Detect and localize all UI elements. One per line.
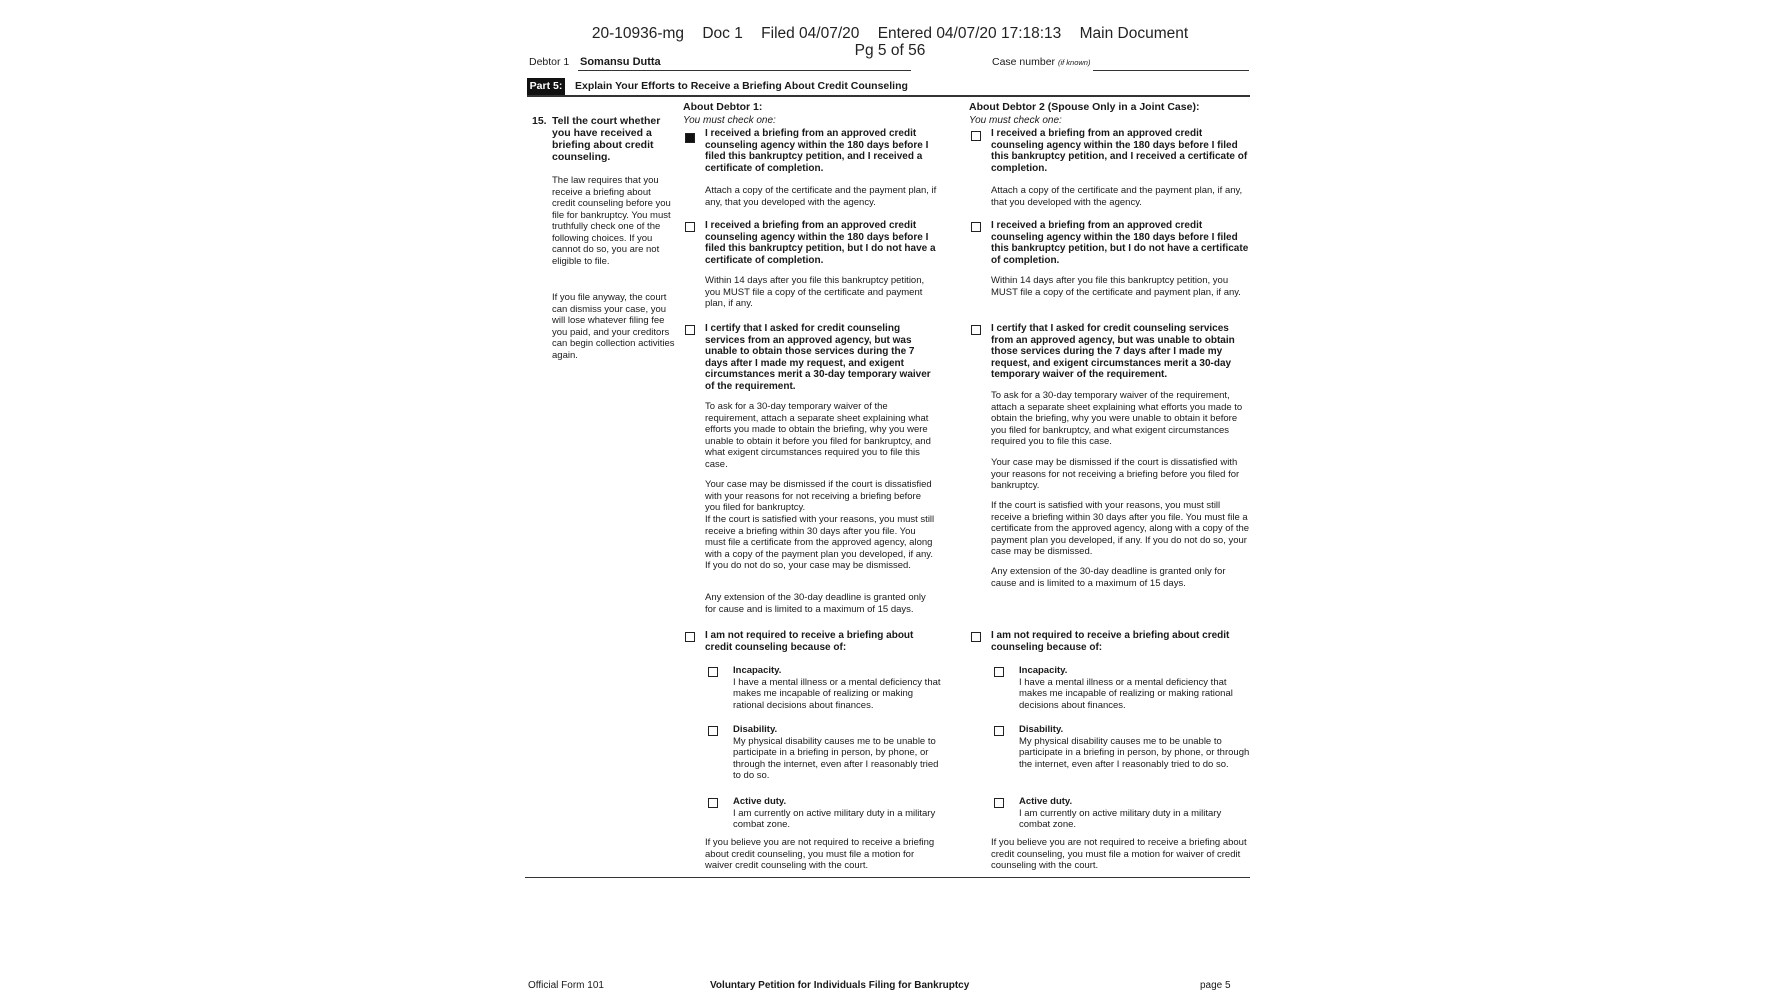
debtor2-active-duty xyxy=(1019,796,1251,831)
debtor2-option2-checkbox[interactable] xyxy=(971,222,981,232)
debtor2-disability-text: My physical disability causes me to be unable to participate in a briefing in person, by phone, or through the internet, even after I reasonably tried to do so. xyxy=(1019,735,1250,770)
debtor2-option1-note: Attach a copy of the certificate and the payment plan, if any, that you developed with the agency. xyxy=(991,185,1243,208)
debtor2-option4-label: I am not required to receive a briefing about credit counseling because of: xyxy=(991,630,1230,653)
debtor1-option1-label: I received a briefing from an approved credit counseling agency within the 180 days before I filed this bankruptcy petition, and I received a certificate of completion. xyxy=(705,128,929,174)
question-prompt: Tell the court whether you have received a briefing about credit counseling. xyxy=(552,115,661,163)
main-document-label: Main Document xyxy=(1079,25,1189,42)
footer-form-title: Voluntary Petition for Individuals Filing for Bankruptcy xyxy=(710,980,970,991)
debtor1-incapacity-title: Incapacity. xyxy=(733,665,782,676)
debtor2-option3-note3: If the court is satisfied with your reasons, you must still receive a briefing within 30 days after you file. You must file a certificate from the approved agency, along with a copy of the payment plan you developed, if any. If you do not do so, your case may be dismissed. xyxy=(991,500,1250,557)
footer-page-number: page 5 xyxy=(1200,980,1231,991)
part-title: Explain Your Efforts to Receive a Briefing About Credit Counseling xyxy=(575,80,908,92)
debtor1-disability-checkbox[interactable] xyxy=(708,726,718,736)
debtor2-option3-checkbox[interactable] xyxy=(971,325,981,335)
bottom-divider xyxy=(525,877,1250,878)
debtor2-instruction: You must check one: xyxy=(969,115,1062,126)
filed-date: Filed 04/07/20 xyxy=(761,25,860,42)
debtor-label: Debtor 1 xyxy=(529,56,570,68)
debtor1-option3-note1: To ask for a 30-day temporary waiver of the requirement, attach a separate sheet explaining what efforts you made to obtain the briefing, why you were unable to obtain it before you filed for bankruptcy, and what exigent circumstances required you to file this case. xyxy=(705,401,931,470)
debtor2-disability xyxy=(1019,724,1251,770)
debtor1-heading: About Debtor 1: xyxy=(683,101,763,113)
debtor1-active-duty-checkbox[interactable] xyxy=(708,798,718,808)
debtor2-option2-label: I received a briefing from an approved credit counseling agency within the 180 days before I filed this bankruptcy petition, but I do not have a certificate of completion. xyxy=(991,220,1249,266)
footer-form-number: Official Form 101 xyxy=(528,980,604,991)
debtor1-active-duty xyxy=(733,796,941,831)
debtor2-incapacity xyxy=(1019,665,1251,711)
debtor2-disability-title: Disability. xyxy=(1019,724,1064,735)
debtor2-option4-checkbox[interactable] xyxy=(971,632,981,642)
debtor2-option2-note: Within 14 days after you file this bankruptcy petition, you MUST file a copy of the certificate and payment plan, if any. xyxy=(991,275,1241,298)
debtor1-final-note: If you believe you are not required to receive a briefing about credit counseling, you must file a motion for waiver credit counseling with the court. xyxy=(705,837,935,871)
debtor2-incapacity-title: Incapacity. xyxy=(1019,665,1068,676)
debtor1-option3-note2: Your case may be dismissed if the court is dissatisfied with your reasons for not receiving a briefing before you filed for bankruptcy. xyxy=(705,479,932,513)
part-divider xyxy=(527,95,1250,97)
debtor1-incapacity xyxy=(733,665,941,711)
doc-number: Doc 1 xyxy=(702,25,743,42)
debtor1-option4-checkbox[interactable] xyxy=(685,632,695,642)
debtor2-final-note: If you believe you are not required to receive a briefing about credit counseling, you must file a motion for waiver of credit counseling with the court. xyxy=(991,837,1247,871)
debtor2-incapacity-checkbox[interactable] xyxy=(994,667,1004,677)
document-page xyxy=(500,0,1280,1000)
debtor1-option4-label: I am not required to receive a briefing about credit counseling because of: xyxy=(705,630,914,653)
debtor1-disability-text: My physical disability causes me to be unable to participate in a briefing in person, by phone, or through the internet, even after I reasonably tried to do so. xyxy=(733,735,939,781)
debtor1-option1-checkbox[interactable] xyxy=(685,133,695,143)
question-number: 15. xyxy=(532,115,547,127)
debtor1-active-duty-title: Active duty. xyxy=(733,796,787,807)
page-count: Pg 5 of 56 xyxy=(854,42,926,59)
debtor2-option3-note2: Your case may be dismissed if the court is dissatisfied with your reasons for not receiving a briefing before you filed for bankruptcy. xyxy=(991,457,1240,491)
debtor2-active-duty-title: Active duty. xyxy=(1019,796,1073,807)
court-filing-stamp xyxy=(500,25,1280,43)
case-number-hint: (if known) xyxy=(1057,58,1091,67)
debtor1-option2-label: I received a briefing from an approved credit counseling agency within the 180 days before I filed this bankruptcy petition, but I do not have a certificate of completion. xyxy=(705,220,936,266)
debtor2-option3-note4: Any extension of the 30-day deadline is granted only for cause and is limited to a maximum of 15 days. xyxy=(991,566,1226,589)
debtor1-option1-note: Attach a copy of the certificate and the payment plan, if any, that you developed with the agency. xyxy=(705,185,937,208)
debtor-name-underline xyxy=(578,70,911,71)
debtor1-option3-checkbox[interactable] xyxy=(685,325,695,335)
debtor1-instruction: You must check one: xyxy=(683,115,776,126)
debtor2-active-duty-checkbox[interactable] xyxy=(994,798,1004,808)
debtor1-option2-note: Within 14 days after you file this bankruptcy petition, you MUST file a copy of the certificate and payment plan, if any. xyxy=(705,275,925,309)
debtor2-disability-checkbox[interactable] xyxy=(994,726,1004,736)
debtor1-active-duty-text: I am currently on active military duty in a military combat zone. xyxy=(733,807,936,830)
entered-date: Entered 04/07/20 17:18:13 xyxy=(877,25,1062,42)
debtor1-option2-checkbox[interactable] xyxy=(685,222,695,232)
case-number-label xyxy=(992,56,1090,68)
debtor1-option3-note3: If the court is satisfied with your reasons, you must still receive a briefing within 30 days after you file. You must file a certificate from the approved agency, along with a copy of the payment plan you developed, if any. If you do not do so, your case may be dismissed. xyxy=(705,514,935,571)
debtor2-incapacity-text: I have a mental illness or a mental deficiency that makes me incapable of realizing or making rational decisions about finances. xyxy=(1019,676,1233,711)
part-header xyxy=(527,78,1250,95)
case-id: 20-10936-mg xyxy=(591,25,685,42)
debtor1-option3-note4: Any extension of the 30-day deadline is granted only for cause and is limited to a maximum of 15 days. xyxy=(705,592,926,615)
case-number-field[interactable] xyxy=(1093,70,1249,71)
debtor1-option3-label: I certify that I asked for credit counseling services from an approved agency, but was unable to obtain those services during the 7 days after I made my request, and exigent circumstances merit a 30-day temporary waiver of the requirement. xyxy=(705,323,931,392)
debtor2-option3-note1: To ask for a 30-day temporary waiver of the requirement, attach a separate sheet explaining what efforts you made to obtain the briefing, why you were unable to obtain it before you filed for bankruptcy, and what exigent circumstances required you to file this case. xyxy=(991,390,1243,447)
debtor2-option1-checkbox[interactable] xyxy=(971,131,981,141)
debtor2-heading: About Debtor 2 (Spouse Only in a Joint Case): xyxy=(969,101,1200,113)
debtor1-disability-title: Disability. xyxy=(733,724,778,735)
debtor1-incapacity-checkbox[interactable] xyxy=(708,667,718,677)
debtor-name: Somansu Dutta xyxy=(580,56,661,68)
question-explanation: The law requires that you receive a briefing about credit counseling before you file for bankruptcy. You must truthfully check one of the following choices. If you cannot do so, you are not eligible to file. xyxy=(552,175,671,267)
question-warning: If you file anyway, the court can dismiss your case, you will lose whatever filing fee you paid, and your creditors can begin collection activities again. xyxy=(552,292,675,361)
debtor2-active-duty-text: I am currently on active military duty in a military combat zone. xyxy=(1019,807,1222,830)
debtor2-option1-label: I received a briefing from an approved credit counseling agency within the 180 days before I filed this bankruptcy petition, and I received a certificate of completion. xyxy=(991,128,1248,174)
debtor2-option3-label: I certify that I asked for credit counseling services from an approved agency, but was unable to obtain those services during the 7 days after I made my request, and exigent circumstances merit a 30-day temporary waiver of the requirement. xyxy=(991,323,1235,380)
debtor1-incapacity-text: I have a mental illness or a mental deficiency that makes me incapable of realizing or making rational decisions about finances. xyxy=(733,676,941,711)
debtor1-disability xyxy=(733,724,941,782)
case-number-text: Case number xyxy=(992,56,1056,68)
part-badge: Part 5: xyxy=(527,78,565,95)
